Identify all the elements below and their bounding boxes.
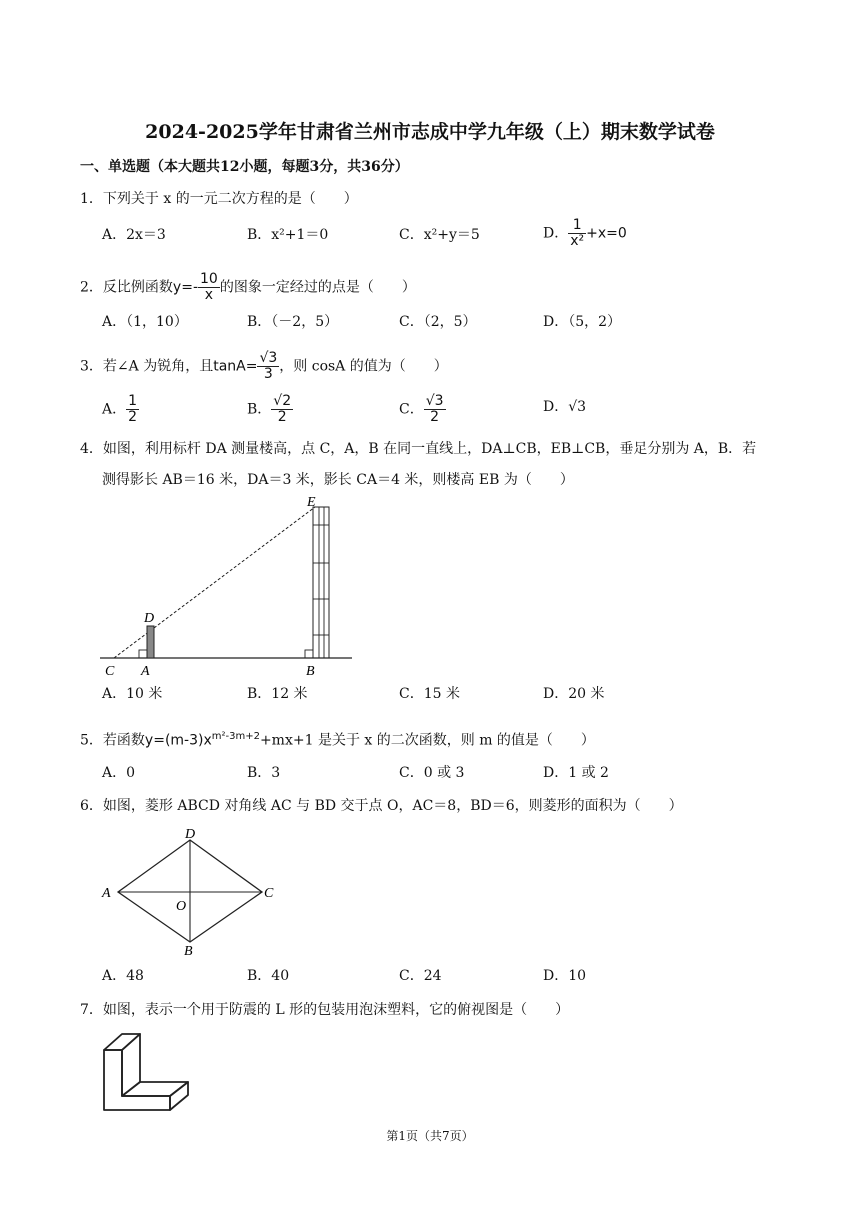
q3-stem xyxy=(80,351,448,382)
section-heading: 一、单选题（本大题共12小题，每题3分，共36分） xyxy=(80,159,409,175)
q6-option-c: C．24 xyxy=(399,968,442,984)
q3-option-a-fraction xyxy=(126,394,139,425)
q7-l-shape-figure xyxy=(100,1030,210,1115)
q3-option-b-label: B． xyxy=(247,401,272,418)
q6-option-b: B．40 xyxy=(247,968,290,984)
fraction-numerator: 10 xyxy=(200,271,218,287)
q6-stem: 6．如图，菱形 ABCD 对角线 AC 与 BD 交于点 O，AC＝8，BD＝6，则菱形的面积为（ ） xyxy=(80,798,683,814)
q3-option-a xyxy=(102,394,139,425)
q4-stem-line2: 测得影长 AB＝16 米，DA＝3 米，影长 CA＝4 米，则楼高 EB 为（ ） xyxy=(102,472,574,488)
q4-option-d: D．20 米 xyxy=(543,686,605,702)
q4-figure xyxy=(100,495,360,680)
fraction-numerator: √3 xyxy=(259,350,278,366)
fraction-numerator: √2 xyxy=(273,393,292,409)
q3-stem-pre: 3．若∠A 为锐角，且 xyxy=(80,358,214,375)
fraction-numerator: 1 xyxy=(568,218,586,234)
q2-option-b: B．（－2，5） xyxy=(247,314,339,330)
q2-function-fraction xyxy=(198,272,220,303)
q6-label-b: B xyxy=(184,944,193,959)
fraction-numerator: √3 xyxy=(425,393,444,409)
q5-option-b: B．3 xyxy=(247,765,281,781)
q4-label-c: C xyxy=(105,664,115,679)
q2-stem-post: 的图象一定经过的点是（ ） xyxy=(219,279,416,296)
q3-option-b-fraction xyxy=(271,394,293,425)
q1-option-d xyxy=(543,218,627,249)
page-footer: 第1页（共7页） xyxy=(386,1129,474,1143)
fraction-denominator: 3 xyxy=(263,366,273,382)
q4-stem-line1: 4．如图，利用标杆 DA 测量楼高，点 C，A，B 在同一直线上，DA⊥CB，EB⊥CB，垂足分别为 A，B．若 xyxy=(80,441,757,457)
fraction-denominator: x² xyxy=(570,233,585,249)
q2-stem xyxy=(80,272,416,303)
q3-option-a-label: A． xyxy=(102,401,127,418)
q1-option-a: A．2x＝3 xyxy=(102,227,166,243)
q4-label-b: B xyxy=(306,664,315,679)
q5-stem-post: +mx+1 是关于 x 的二次函数，则 m 的值是（ ） xyxy=(259,732,595,749)
q4-option-b: B．12 米 xyxy=(247,686,308,702)
q4-label-a: A xyxy=(141,664,150,679)
q1-option-b: B．x²+1＝0 xyxy=(247,227,329,243)
q5-option-c: C．0 或 3 xyxy=(399,765,465,781)
q6-label-c: C xyxy=(264,886,274,901)
q4-option-c: C．15 米 xyxy=(399,686,460,702)
q6-option-a: A．48 xyxy=(102,968,144,984)
q3-option-d: D．√3 xyxy=(543,399,587,415)
q1-option-c: C．x²+y＝5 xyxy=(399,227,480,243)
q5-option-d: D．1 或 2 xyxy=(543,765,609,781)
q1-option-d-fraction xyxy=(568,218,586,249)
q5-exponent: m²-3m+2 xyxy=(211,731,260,742)
q3-option-c xyxy=(399,394,446,425)
q3-stem-post: ，则 cosA 的值为（ ） xyxy=(279,358,448,375)
q7-stem: 7．如图，表示一个用于防震的 L 形的包装用泡沫塑料，它的俯视图是（ ） xyxy=(80,1002,570,1018)
q3-tan-fraction xyxy=(257,351,279,382)
q3-tan: tanA= xyxy=(213,358,258,375)
fraction-denominator: x xyxy=(204,287,214,303)
q5-stem xyxy=(80,728,595,750)
q3-option-b xyxy=(247,394,293,425)
q5-function: y=(m-3)x xyxy=(144,732,212,749)
q1-option-d-label: D． xyxy=(543,225,569,242)
q2-function-y: y=- xyxy=(172,279,198,296)
page-title: 2024-2025学年甘肃省兰州市志成中学九年级（上）期末数学试卷 xyxy=(145,121,715,143)
q1-stem: 1．下列关于 x 的一元二次方程的是（ ） xyxy=(80,191,358,207)
q6-option-d: D．10 xyxy=(543,968,587,984)
q2-option-d: D．（5，2） xyxy=(543,314,622,330)
q5-option-a: A．0 xyxy=(102,765,136,781)
fraction-denominator: 2 xyxy=(128,409,138,425)
q3-option-c-label: C． xyxy=(399,401,424,418)
fraction-denominator: 2 xyxy=(277,409,287,425)
q4-option-a: A．10 米 xyxy=(102,686,163,702)
q6-label-d: D xyxy=(185,827,196,842)
fraction-denominator: 2 xyxy=(430,409,440,425)
q1-option-d-tail: +x=0 xyxy=(586,225,627,242)
q4-label-e: E xyxy=(307,495,316,510)
q4-label-d: D xyxy=(144,611,155,626)
q2-option-a: A．（1，10） xyxy=(102,314,188,330)
q2-stem-pre: 2．反比例函数 xyxy=(80,279,173,296)
q2-option-c: C．（2，5） xyxy=(399,314,477,330)
q6-figure xyxy=(98,824,278,960)
q3-option-c-fraction xyxy=(424,394,446,425)
fraction-numerator: 1 xyxy=(128,393,138,409)
q6-label-a: A xyxy=(102,886,111,901)
q6-label-o: O xyxy=(176,899,187,914)
q5-stem-pre: 5．若函数 xyxy=(80,732,145,749)
